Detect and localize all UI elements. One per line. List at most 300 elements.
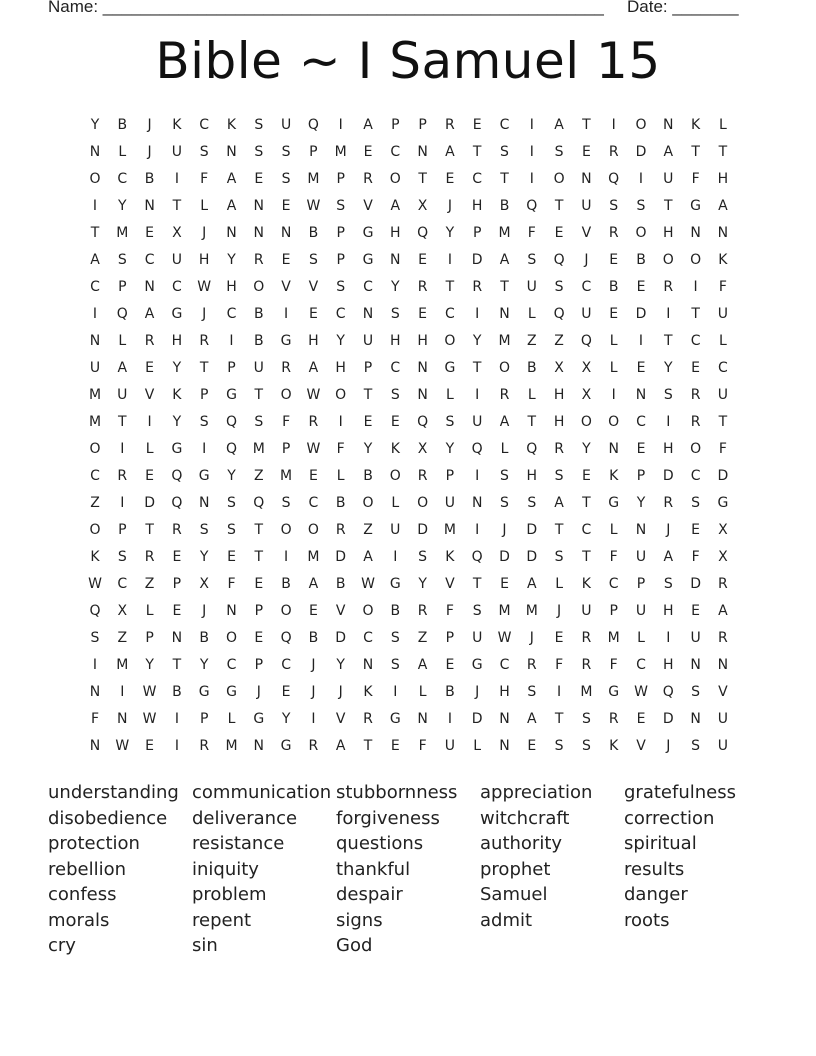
- grid-letter: X: [199, 576, 209, 592]
- grid-letter: S: [500, 468, 509, 484]
- grid-letter: E: [145, 468, 155, 484]
- grid-letter: S: [90, 630, 100, 646]
- grid-letter: I: [92, 657, 98, 673]
- grid-letter: G: [362, 252, 374, 268]
- grid-letter: D: [471, 711, 483, 727]
- grid-row: [80, 517, 740, 544]
- grid-letter: F: [609, 549, 618, 565]
- grid-letter: O: [444, 333, 456, 349]
- grid-letter: T: [691, 306, 700, 322]
- grid-letter: J: [202, 225, 207, 241]
- grid-letter: X: [417, 198, 428, 214]
- grid-letter: V: [445, 576, 455, 592]
- grid-letter: G: [608, 684, 620, 700]
- word-bank-item: morals: [48, 909, 110, 931]
- word-column: [48, 780, 192, 959]
- grid-letter: F: [691, 171, 700, 187]
- grid-letter: L: [609, 522, 618, 538]
- grid-letter: R: [445, 117, 455, 133]
- grid-letter: J: [147, 144, 152, 160]
- grid-letter: Z: [90, 495, 100, 511]
- grid-letter: Z: [363, 522, 373, 538]
- grid-letter: H: [717, 171, 729, 187]
- grid-letter: R: [581, 657, 592, 673]
- grid-row: [80, 193, 740, 220]
- grid-letter: E: [308, 603, 318, 619]
- word-bank-item: gratefulness: [624, 782, 736, 803]
- grid-letter: P: [254, 657, 264, 673]
- grid-letter: S: [336, 279, 346, 295]
- grid-letter: M: [580, 684, 593, 700]
- grid-row: [80, 409, 740, 436]
- grid-letter: Q: [225, 414, 238, 430]
- grid-letter: N: [253, 198, 265, 214]
- grid-letter: N: [690, 225, 701, 241]
- grid-letter: M: [88, 414, 102, 430]
- grid-letter: S: [254, 144, 264, 160]
- grid-letter: T: [582, 495, 591, 511]
- grid-letter: S: [254, 117, 264, 133]
- grid-letter: T: [254, 387, 264, 403]
- grid-letter: M: [498, 333, 511, 349]
- grid-letter: I: [229, 333, 234, 349]
- grid-letter: I: [447, 252, 452, 268]
- word-bank-item: disobedience: [48, 807, 168, 829]
- grid-letter: M: [498, 225, 511, 241]
- word-bank-item: thankful: [336, 858, 411, 880]
- grid-letter: E: [636, 279, 646, 295]
- grid-letter: H: [526, 468, 538, 484]
- grid-letter: M: [116, 657, 129, 673]
- grid-letter: U: [581, 603, 592, 619]
- grid-letter: F: [609, 657, 618, 673]
- grid-letter: Z: [144, 576, 155, 592]
- grid-letter: F: [527, 225, 536, 241]
- grid-letter: K: [581, 576, 591, 592]
- grid-letter: A: [499, 252, 510, 268]
- grid-letter: J: [202, 306, 207, 322]
- grid-letter: R: [608, 144, 619, 160]
- grid-letter: F: [282, 414, 291, 430]
- grid-letter: K: [609, 468, 619, 484]
- grid-letter: E: [691, 603, 701, 619]
- grid-letter: U: [171, 252, 183, 268]
- grid-letter: O: [362, 495, 374, 511]
- grid-letter: M: [252, 441, 265, 457]
- grid-letter: V: [308, 279, 319, 295]
- grid-letter: C: [172, 279, 182, 295]
- grid-letter: H: [553, 414, 565, 430]
- grid-letter: U: [635, 603, 647, 619]
- grid-letter: C: [581, 522, 592, 538]
- grid-letter: R: [663, 279, 674, 295]
- grid-letter: J: [202, 603, 207, 619]
- grid-letter: Q: [417, 225, 429, 241]
- grid-letter: R: [335, 522, 346, 538]
- grid-letter: S: [527, 684, 537, 700]
- grid-letter: N: [690, 711, 701, 727]
- grid-letter: S: [199, 144, 209, 160]
- grid-letter: V: [363, 198, 373, 214]
- word-bank-item: admit: [480, 909, 533, 931]
- grid-letter: I: [611, 387, 616, 403]
- grid-row: [80, 301, 740, 328]
- grid-letter: N: [226, 603, 237, 619]
- grid-letter: O: [335, 387, 347, 403]
- grid-letter: O: [280, 522, 292, 538]
- grid-letter: H: [390, 333, 401, 349]
- word-bank-item: forgiveness: [336, 807, 440, 829]
- grid-letter: B: [499, 198, 510, 214]
- grid-letter: P: [118, 279, 127, 295]
- grid-letter: S: [500, 144, 509, 160]
- grid-letter: P: [636, 576, 646, 592]
- grid-letter: X: [581, 360, 592, 376]
- grid-letter: D: [417, 522, 428, 538]
- grid-letter: S: [554, 144, 564, 160]
- grid-letter: R: [417, 279, 428, 295]
- grid-letter: V: [581, 225, 592, 241]
- grid-letter: M: [525, 603, 538, 619]
- grid-letter: G: [171, 306, 183, 322]
- grid-letter: I: [338, 414, 343, 430]
- grid-letter: E: [636, 360, 646, 376]
- grid-letter: J: [311, 684, 316, 700]
- grid-letter: R: [363, 711, 373, 727]
- grid-letter: T: [90, 225, 100, 241]
- grid-letter: Y: [472, 333, 482, 349]
- grid-letter: D: [335, 549, 347, 565]
- grid-letter: W: [142, 711, 157, 727]
- grid-row: [80, 274, 740, 301]
- grid-letter: C: [690, 468, 701, 484]
- grid-letter: Y: [172, 360, 182, 376]
- grid-letter: U: [526, 279, 537, 295]
- grid-letter: X: [172, 225, 182, 241]
- grid-letter: I: [120, 441, 125, 457]
- grid-letter: R: [718, 576, 728, 592]
- grid-letter: R: [144, 549, 155, 565]
- grid-letter: A: [527, 576, 537, 592]
- grid-letter: C: [636, 414, 646, 430]
- grid-letter: C: [117, 576, 128, 592]
- grid-letter: D: [662, 711, 674, 727]
- grid-letter: A: [718, 198, 728, 214]
- grid-letter: H: [390, 225, 401, 241]
- grid-letter: I: [475, 522, 480, 538]
- word-bank-item: appreciation: [480, 782, 593, 803]
- grid-letter: S: [254, 414, 264, 430]
- grid-letter: T: [500, 279, 509, 295]
- grid-letter: Q: [526, 198, 538, 214]
- grid-letter: H: [663, 603, 674, 619]
- word-bank-item: problem: [192, 884, 267, 905]
- grid-letter: U: [171, 144, 183, 160]
- grid-letter: I: [120, 495, 125, 511]
- grid-letter: C: [636, 657, 646, 673]
- grid-letter: R: [144, 333, 155, 349]
- grid-row: [80, 436, 740, 463]
- grid-letter: H: [171, 333, 183, 349]
- grid-letter: M: [443, 522, 456, 538]
- grid-letter: R: [117, 468, 128, 484]
- grid-letter: F: [691, 549, 700, 565]
- grid-letter: L: [609, 360, 618, 376]
- grid-row: [80, 382, 740, 409]
- grid-letter: Y: [418, 576, 427, 592]
- word-bank-item: questions: [336, 833, 424, 854]
- grid-letter: R: [199, 333, 210, 349]
- word-bank-item: communication: [192, 782, 332, 803]
- grid-letter: N: [608, 441, 619, 457]
- grid-letter: P: [636, 468, 646, 484]
- word-bank-item: Samuel: [480, 884, 548, 905]
- grid-letter: K: [90, 549, 100, 565]
- grid-letter: I: [638, 333, 644, 349]
- grid-letter: E: [281, 252, 291, 268]
- grid-letter: E: [418, 306, 428, 322]
- grid-letter: O: [662, 252, 674, 268]
- grid-letter: E: [227, 549, 236, 565]
- grid-letter: J: [475, 684, 480, 700]
- grid-letter: E: [554, 225, 564, 241]
- grid-letter: E: [500, 576, 509, 592]
- grid-letter: S: [554, 468, 564, 484]
- grid-letter: N: [144, 198, 155, 214]
- grid-letter: A: [554, 117, 564, 133]
- grid-letter: O: [89, 441, 101, 457]
- grid-letter: O: [580, 414, 592, 430]
- grid-row: [80, 679, 740, 706]
- grid-letter: C: [144, 252, 155, 268]
- grid-letter: W: [361, 576, 375, 592]
- grid-letter: N: [198, 495, 210, 511]
- grid-letter: C: [199, 117, 210, 133]
- grid-letter: I: [120, 684, 125, 700]
- grid-letter: E: [472, 117, 482, 133]
- grid-letter: D: [690, 576, 701, 592]
- grid-letter: K: [609, 738, 619, 754]
- grid-letter: T: [554, 522, 564, 538]
- grid-letter: J: [502, 522, 507, 538]
- grid-letter: L: [500, 441, 509, 457]
- grid-letter: W: [306, 387, 321, 403]
- grid-letter: S: [581, 711, 591, 727]
- grid-letter: R: [690, 414, 701, 430]
- grid-letter: U: [690, 630, 701, 646]
- grid-letter: I: [202, 441, 207, 457]
- grid-letter: N: [635, 522, 647, 538]
- grid-letter: L: [118, 144, 127, 160]
- grid-letter: E: [308, 468, 318, 484]
- grid-letter: Z: [527, 333, 537, 349]
- grid-letter: S: [554, 279, 564, 295]
- grid-letter: E: [691, 360, 701, 376]
- grid-letter: T: [145, 522, 154, 538]
- grid-letter: N: [417, 144, 428, 160]
- grid-letter: C: [281, 657, 291, 673]
- grid-letter: I: [174, 171, 179, 187]
- grid-letter: O: [498, 360, 511, 376]
- grid-letter: L: [227, 711, 236, 727]
- grid-letter: T: [500, 171, 509, 187]
- grid-letter: N: [717, 657, 729, 673]
- grid-letter: Q: [307, 117, 319, 133]
- grid-letter: S: [199, 414, 209, 430]
- grid-row: [80, 544, 740, 571]
- grid-letter: E: [609, 252, 619, 268]
- grid-letter: F: [200, 171, 209, 187]
- grid-letter: F: [718, 441, 727, 457]
- grid-letter: Z: [554, 333, 564, 349]
- grid-letter: R: [199, 738, 210, 754]
- word-bank-item: repent: [192, 909, 252, 931]
- word-bank-item: authority: [480, 833, 563, 854]
- grid-letter: T: [199, 360, 209, 376]
- grid-row: [80, 598, 740, 625]
- grid-letter: A: [226, 198, 237, 214]
- grid-letter: G: [362, 225, 374, 241]
- grid-letter: Q: [171, 495, 183, 511]
- grid-letter: N: [144, 279, 155, 295]
- grid-row: [80, 706, 740, 733]
- grid-letter: D: [526, 522, 538, 538]
- word-bank-item: danger: [624, 884, 688, 905]
- grid-letter: U: [253, 360, 264, 376]
- grid-letter: E: [609, 306, 619, 322]
- grid-letter: A: [527, 711, 537, 727]
- grid-letter: W: [115, 738, 130, 754]
- grid-letter: F: [227, 576, 236, 592]
- word-bank-item: results: [624, 858, 685, 880]
- grid-letter: Y: [199, 657, 209, 673]
- grid-letter: Y: [227, 468, 236, 484]
- grid-letter: C: [690, 333, 701, 349]
- grid-letter: U: [717, 387, 729, 403]
- grid-letter: A: [335, 738, 346, 754]
- word-column: [192, 780, 336, 959]
- grid-letter: P: [172, 576, 182, 592]
- grid-letter: X: [554, 360, 564, 376]
- grid-letter: O: [389, 171, 401, 187]
- grid-letter: O: [253, 279, 265, 295]
- grid-letter: O: [307, 522, 319, 538]
- grid-row: [80, 328, 740, 355]
- grid-letter: J: [256, 684, 261, 700]
- word-bank-item: iniquity: [192, 858, 259, 880]
- grid-letter: Q: [526, 441, 538, 457]
- grid-letter: O: [89, 522, 101, 538]
- grid-letter: Q: [89, 603, 101, 619]
- word-bank-item: despair: [336, 884, 403, 905]
- grid-letter: U: [280, 117, 292, 133]
- grid-letter: J: [338, 684, 343, 700]
- grid-letter: A: [390, 198, 401, 214]
- grid-letter: T: [363, 738, 373, 754]
- grid-letter: C: [335, 306, 346, 322]
- grid-letter: C: [390, 144, 401, 160]
- grid-letter: Y: [90, 117, 100, 133]
- grid-letter: X: [718, 549, 728, 565]
- grid-letter: N: [280, 225, 292, 241]
- grid-letter: C: [308, 495, 319, 511]
- grid-letter: B: [172, 684, 182, 700]
- grid-letter: I: [311, 711, 316, 727]
- grid-letter: H: [335, 360, 346, 376]
- grid-letter: D: [335, 630, 347, 646]
- grid-letter: M: [498, 603, 511, 619]
- grid-letter: E: [636, 441, 646, 457]
- grid-letter: S: [636, 198, 646, 214]
- grid-letter: C: [608, 576, 619, 592]
- grid-letter: B: [144, 171, 155, 187]
- grid-letter: N: [362, 306, 374, 322]
- grid-letter: P: [445, 468, 455, 484]
- grid-letter: S: [227, 522, 236, 538]
- grid-letter: A: [363, 549, 373, 565]
- grid-letter: H: [663, 441, 674, 457]
- grid-letter: U: [117, 387, 128, 403]
- grid-letter: P: [336, 252, 345, 268]
- grid-letter: V: [281, 279, 291, 295]
- grid-letter: F: [555, 657, 564, 673]
- grid-letter: I: [529, 171, 534, 187]
- grid-letter: C: [472, 171, 483, 187]
- grid-letter: R: [554, 441, 564, 457]
- word-bank-item: God: [336, 935, 373, 956]
- grid-letter: O: [417, 495, 429, 511]
- grid-letter: K: [390, 441, 400, 457]
- grid-row: [80, 139, 740, 166]
- grid-letter: J: [147, 117, 152, 133]
- grid-letter: Z: [117, 630, 128, 646]
- grid-letter: B: [608, 279, 619, 295]
- grid-letter: U: [663, 171, 674, 187]
- grid-letter: W: [306, 441, 321, 457]
- grid-letter: E: [145, 360, 155, 376]
- grid-letter: Q: [471, 441, 483, 457]
- grid-letter: N: [117, 711, 128, 727]
- grid-letter: C: [499, 657, 510, 673]
- grid-letter: E: [636, 711, 646, 727]
- grid-letter: D: [144, 495, 155, 511]
- grid-letter: M: [307, 171, 320, 187]
- grid-letter: I: [475, 387, 480, 403]
- grid-letter: C: [226, 306, 237, 322]
- grid-letter: T: [472, 360, 482, 376]
- grid-letter: Y: [582, 441, 591, 457]
- grid-letter: K: [363, 684, 373, 700]
- grid-letter: B: [253, 333, 264, 349]
- grid-letter: P: [199, 387, 209, 403]
- grid-letter: N: [171, 630, 183, 646]
- grid-letter: N: [89, 333, 101, 349]
- grid-letter: S: [390, 306, 400, 322]
- grid-letter: A: [144, 306, 155, 322]
- grid-letter: C: [718, 360, 728, 376]
- word-bank-item: resistance: [192, 833, 285, 854]
- grid-letter: I: [475, 306, 480, 322]
- grid-letter: L: [145, 441, 154, 457]
- grid-letter: S: [117, 252, 127, 268]
- word-bank-item: understanding: [48, 782, 179, 803]
- grid-letter: I: [666, 306, 671, 322]
- grid-letter: H: [471, 198, 483, 214]
- grid-letter: S: [527, 495, 537, 511]
- grid-letter: N: [89, 738, 101, 754]
- grid-letter: I: [557, 684, 562, 700]
- grid-letter: N: [226, 225, 237, 241]
